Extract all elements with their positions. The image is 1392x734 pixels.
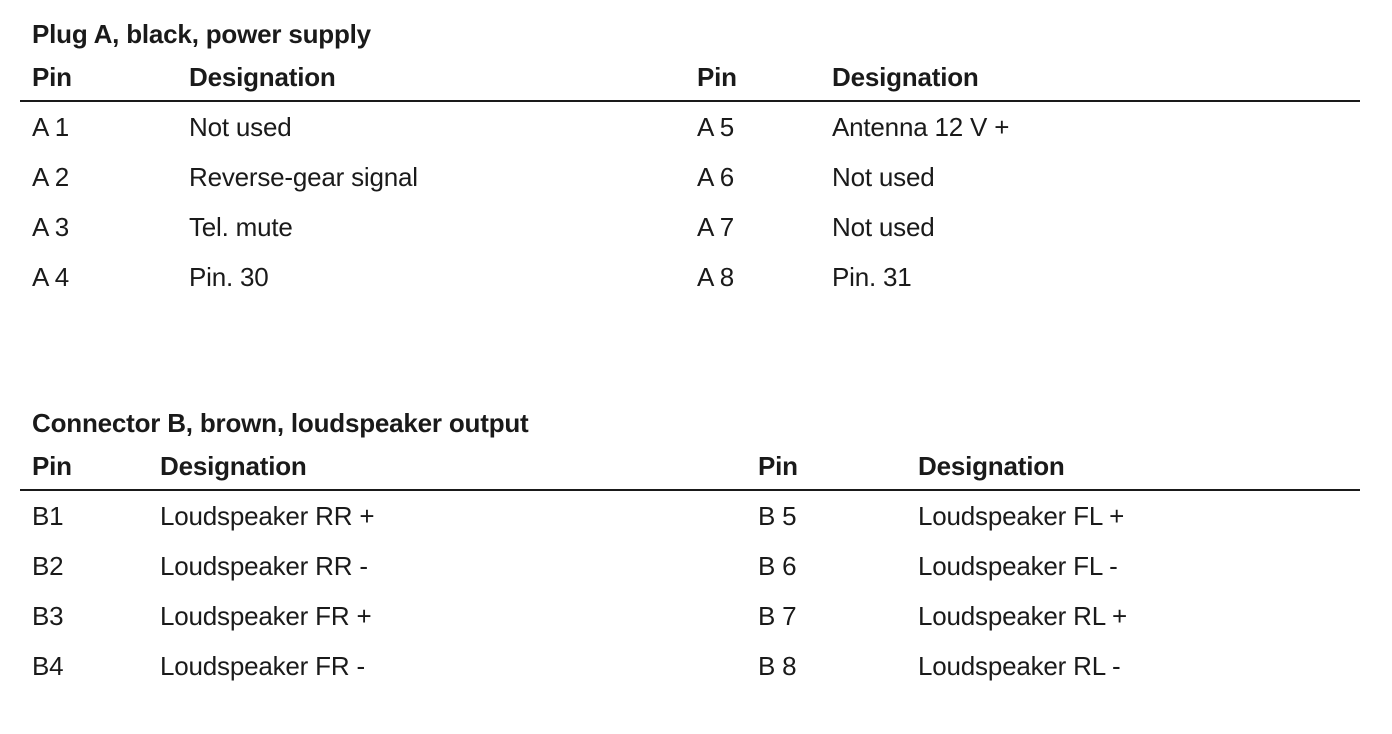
header-designation-left: Designation xyxy=(160,451,307,481)
pin-cell: B 7 xyxy=(758,601,797,631)
pin-cell: B3 xyxy=(32,601,64,631)
table-row xyxy=(20,202,1360,252)
table-row xyxy=(20,641,1360,691)
header-pin-left: Pin xyxy=(32,62,72,92)
connector-b-title: Connector B, brown, loudspeaker output xyxy=(32,408,529,438)
designation-cell: Loudspeaker FR - xyxy=(160,651,365,681)
header-pin-left: Pin xyxy=(32,451,72,481)
table-row xyxy=(20,541,1360,591)
header-pin-right: Pin xyxy=(758,451,798,481)
pin-cell: A 6 xyxy=(697,162,734,192)
designation-cell: Loudspeaker FR + xyxy=(160,601,372,631)
table-row xyxy=(20,491,1360,541)
designation-cell: Loudspeaker RL - xyxy=(918,651,1121,681)
pin-cell: B4 xyxy=(32,651,64,681)
pin-cell: A 3 xyxy=(32,212,69,242)
pin-cell: A 1 xyxy=(32,112,69,142)
pin-cell: A 5 xyxy=(697,112,734,142)
table-row xyxy=(20,152,1360,202)
designation-cell: Loudspeaker RL + xyxy=(918,601,1128,631)
pin-cell: A 2 xyxy=(32,162,69,192)
pin-cell: B1 xyxy=(32,501,64,531)
designation-cell: Loudspeaker FL + xyxy=(918,501,1125,531)
designation-cell: Loudspeaker FL - xyxy=(918,551,1118,581)
table-row xyxy=(20,102,1360,152)
pin-cell: B 8 xyxy=(758,651,797,681)
table-row xyxy=(20,252,1360,302)
connector-b-header-row xyxy=(20,443,1360,491)
pin-cell: B 5 xyxy=(758,501,797,531)
designation-cell: Pin. 31 xyxy=(832,262,912,292)
connector-b-table xyxy=(20,443,1360,691)
designation-cell: Not used xyxy=(832,162,935,192)
designation-cell: Not used xyxy=(189,112,292,142)
plug-a-title: Plug A, black, power supply xyxy=(32,19,371,49)
plug-a-header-row xyxy=(20,54,1360,102)
header-designation-right: Designation xyxy=(918,451,1065,481)
plug-a-section xyxy=(20,14,1360,302)
designation-cell: Reverse-gear signal xyxy=(189,162,418,192)
connector-b-section xyxy=(20,403,1360,691)
pin-cell: B 6 xyxy=(758,551,797,581)
header-designation-right: Designation xyxy=(832,62,979,92)
pin-cell: B2 xyxy=(32,551,64,581)
designation-cell: Loudspeaker RR - xyxy=(160,551,368,581)
pin-cell: A 8 xyxy=(697,262,734,292)
table-row xyxy=(20,591,1360,641)
plug-a-table xyxy=(20,54,1360,302)
header-pin-right: Pin xyxy=(697,62,737,92)
designation-cell: Antenna 12 V + xyxy=(832,112,1010,142)
pin-cell: A 4 xyxy=(32,262,69,292)
pin-cell: A 7 xyxy=(697,212,734,242)
designation-cell: Pin. 30 xyxy=(189,262,269,292)
designation-cell: Tel. mute xyxy=(189,212,293,242)
designation-cell: Loudspeaker RR + xyxy=(160,501,375,531)
header-designation-left: Designation xyxy=(189,62,336,92)
designation-cell: Not used xyxy=(832,212,935,242)
